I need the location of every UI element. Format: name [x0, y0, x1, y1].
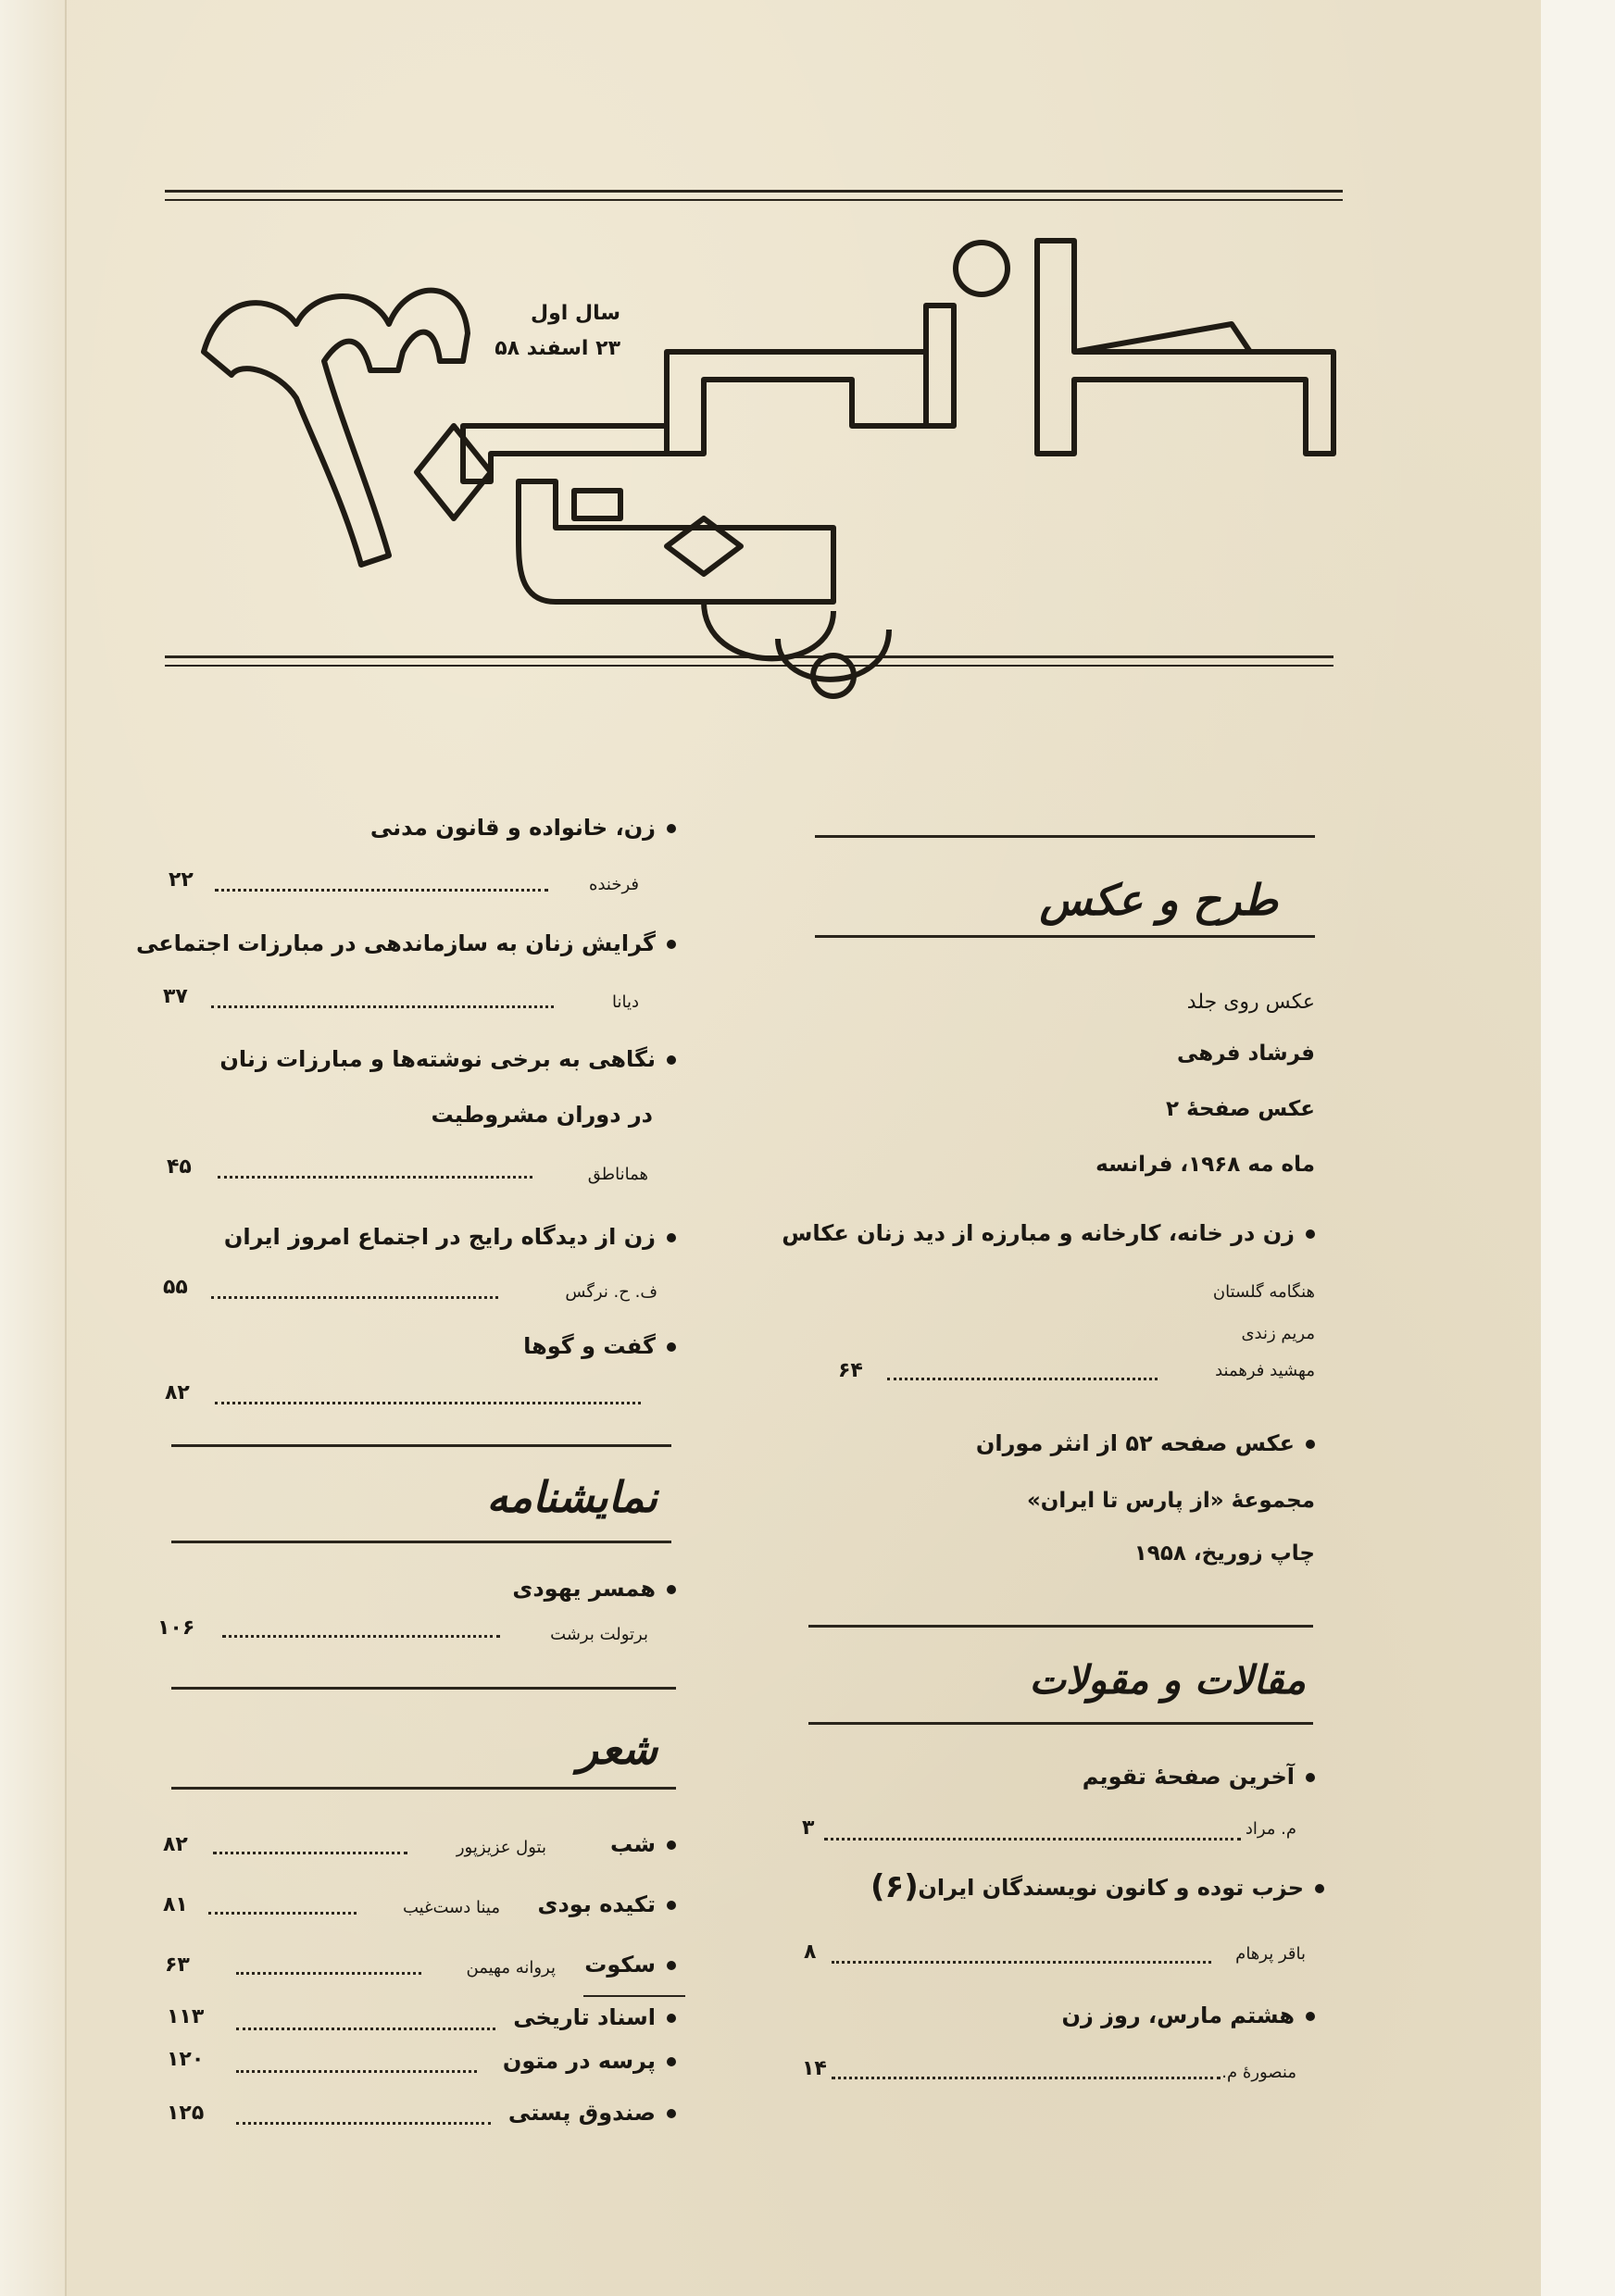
poetry-item-2-author: مینا دست‌غیب [402, 1898, 500, 1917]
bullet-icon [667, 2109, 676, 2118]
left-article-4-page: ۵۵ [163, 1276, 188, 1299]
cover-photographer: فرشاد فرهی [1176, 1042, 1315, 1066]
drama-item-1-title [417, 1576, 676, 1602]
article-item-3-author: منصورهٔ م. [1221, 2063, 1296, 2082]
misc-item-1-leader [236, 2028, 495, 2030]
bullet-icon [667, 1841, 676, 1850]
left-article-2-page: ۳۷ [163, 985, 188, 1008]
bullet-icon [667, 1233, 676, 1242]
page52-print: چاپ زوریخ، ۱۹۵۸ [1133, 1541, 1315, 1566]
article-item-3-title-text: هشتم مارس، روز زن [1061, 2003, 1295, 2028]
bullet-icon [667, 940, 676, 949]
poetry-item-3-title [565, 1952, 676, 1978]
masthead-date: ۲۳ اسفند ۵۸ [495, 337, 620, 360]
left-article-3-page: ۴۵ [167, 1155, 192, 1179]
left-article-1-page: ۲۲ [169, 868, 194, 892]
article-item-2-title-text: حزب توده و کانون نویسندگان ایران [918, 1875, 1304, 1901]
feature-page-number: ۶۴ [838, 1359, 863, 1382]
bullet-icon [1306, 1773, 1315, 1782]
misc-item-2-title-text: پرسه در متون [502, 2048, 656, 2074]
bullet-icon [1306, 1440, 1315, 1449]
left-article-3-leader [218, 1176, 532, 1179]
misc-item-1-page: ۱۱۳ [167, 2005, 205, 2028]
left-article-5-leader [215, 1402, 641, 1404]
article-item-1-title [833, 1764, 1315, 1790]
left-article-5-title [370, 1333, 676, 1359]
poetry-item-3-leader [236, 1972, 421, 1975]
misc-item-3-title-text: صندوق پستی [507, 2100, 656, 2126]
poetry-item-2-page: ۸۱ [163, 1893, 188, 1916]
misc-item-3-page: ۱۲۵ [167, 2102, 205, 2125]
left-article-5-title-text: گفت و گوها [523, 1333, 656, 1359]
article-item-3-title [833, 2003, 1315, 2028]
article-item-1-leader [824, 1838, 1241, 1841]
left-article-4-author: ف. ح. نرگس [565, 1282, 657, 1302]
drama-item-1-author: برتولت برشت [550, 1625, 648, 1644]
misc-item-2-title [482, 2048, 676, 2074]
photo-section-bottom-rule [815, 935, 1315, 938]
feature-title [782, 1220, 1315, 1246]
articles-section-heading: مقالات و مقولات [1029, 1657, 1306, 1703]
masthead-year: سال اول [531, 302, 620, 325]
feature-title-text: زن در خانه، کارخانه و مبارزه از دید زنان عکاس [782, 1220, 1295, 1246]
page52-collection: مجموعهٔ «از پارس تا ایران» [1026, 1489, 1315, 1513]
page52-title-text: عکس صفحه ۵۲ از انثر موران [975, 1430, 1295, 1456]
poetry-item-1-leader [213, 1852, 407, 1854]
left-article-2-leader [211, 1005, 554, 1008]
photo-section-top-rule [815, 835, 1315, 838]
poetry-item-3-title-text: سکوت [584, 1952, 656, 1978]
feature-author-2: مریم زندی [1241, 1324, 1315, 1343]
misc-item-1-title [500, 2004, 676, 2030]
bullet-icon [667, 1961, 676, 1970]
feature-author-3: مهشید فرهمند [1215, 1361, 1315, 1380]
feature-author-1: هنگامه گلستان [1212, 1282, 1315, 1302]
left-article-4-title [223, 1224, 676, 1250]
left-article-2-title [135, 930, 676, 956]
left-article-2-author: دیانا [611, 992, 639, 1012]
left-article-3-author: هماناطق [587, 1165, 648, 1184]
drama-section-heading: نمایشنامه [486, 1472, 657, 1522]
misc-item-2-page: ۱۲۰ [167, 2048, 205, 2071]
misc-item-2-leader [236, 2070, 477, 2073]
article-item-1-page: ۳ [802, 1816, 815, 1840]
page2-photo-label: عکس صفحهٔ ۲ [1166, 1097, 1315, 1121]
drama-section-bottom-rule [171, 1541, 671, 1543]
poetry-item-2-leader [208, 1912, 357, 1915]
paper-edge-right [1541, 0, 1615, 2296]
left-article-1-leader [215, 889, 548, 892]
misc-item-1-title-text: اسناد تاریخی [513, 2004, 656, 2030]
page52-title [833, 1430, 1315, 1456]
feature-leader [887, 1378, 1158, 1380]
left-article-1-title-text: زن، خانواده و قانون مدنی [369, 815, 656, 841]
bullet-icon [667, 1901, 676, 1910]
poetry-item-2-title-text: تکیده بودی [537, 1891, 656, 1917]
poetry-item-1-page: ۸۲ [163, 1833, 188, 1856]
paper-edge-left [0, 0, 67, 2296]
bullet-icon [1306, 2012, 1315, 2021]
bullet-icon [667, 2014, 676, 2023]
misc-item-3-title [500, 2100, 676, 2126]
drama-item-1-title-text: همسر یهودی [512, 1576, 656, 1602]
article-item-2-page: ۸ [804, 1940, 817, 1964]
left-article-1-title [278, 815, 676, 841]
bullet-icon [667, 1342, 676, 1352]
poetry-item-1-title-text: شب [609, 1831, 656, 1857]
bullet-icon [667, 824, 676, 833]
left-article-5-page: ۸۲ [165, 1381, 190, 1404]
page2-photo-caption: ماه مه ۱۹۶۸، فرانسه [1095, 1153, 1315, 1177]
masthead-logo [185, 213, 1343, 731]
masthead-top-rule-2 [165, 199, 1343, 201]
article-item-1-title-text: آخرین صفحهٔ تقویم [1082, 1764, 1295, 1790]
article-item-2-part: (۶) [870, 1868, 919, 1905]
masthead-top-rule [165, 190, 1343, 193]
left-article-3-title-line2: در دوران مشروطیت [431, 1102, 653, 1128]
cover-photo-label: عکس روی جلد [1186, 991, 1315, 1014]
poetry-section-bottom-rule [171, 1787, 676, 1790]
article-item-2-leader [832, 1961, 1211, 1964]
drama-item-1-page: ۱۰۶ [157, 1616, 195, 1640]
poetry-item-3-page: ۶۳ [165, 1953, 190, 1977]
article-item-3-page: ۱۴ [802, 2057, 827, 2080]
article-item-2-author: باقر پرهام [1235, 1944, 1306, 1964]
left-article-1-author: فرخنده [589, 875, 639, 894]
article-item-3-leader [832, 2077, 1221, 2079]
drama-section-top-rule [171, 1444, 671, 1447]
poetry-item-3-author: پروانه مهیمن [466, 1958, 556, 1978]
bullet-icon [667, 1585, 676, 1594]
left-article-4-leader [211, 1296, 498, 1299]
articles-section-top-rule [808, 1625, 1313, 1628]
bullet-icon [667, 2057, 676, 2066]
article-item-1-author: م. مراد [1245, 1819, 1296, 1839]
left-article-2-title-text: گرایش زنان به سازماندهی در مبارزات اجتماعی [135, 930, 656, 956]
poetry-section-top-rule [171, 1687, 676, 1690]
poetry-section-heading: شعر [577, 1724, 657, 1774]
bullet-icon [1315, 1884, 1324, 1893]
misc-item-3-leader [236, 2122, 491, 2125]
left-article-4-title-text: زن از دیدگاه رایج در اجتماع امروز ایران [223, 1224, 656, 1250]
poetry-item-1-title [574, 1831, 676, 1857]
bullet-icon [667, 1055, 676, 1065]
poetry-end-rule [583, 1995, 685, 1997]
bullet-icon [1306, 1229, 1315, 1239]
drama-item-1-leader [222, 1635, 500, 1638]
left-article-3-title-text: نگاهی به برخی نوشته‌ها و مبارزات زنان [219, 1046, 656, 1072]
left-article-3-title [219, 1046, 676, 1072]
photo-section-heading: طرح و عکس [1039, 875, 1278, 925]
masthead-meta [435, 296, 620, 367]
poetry-item-1-author: بتول عزیزپور [456, 1838, 546, 1857]
poetry-item-2-title [519, 1891, 676, 1917]
articles-section-bottom-rule [808, 1722, 1313, 1725]
